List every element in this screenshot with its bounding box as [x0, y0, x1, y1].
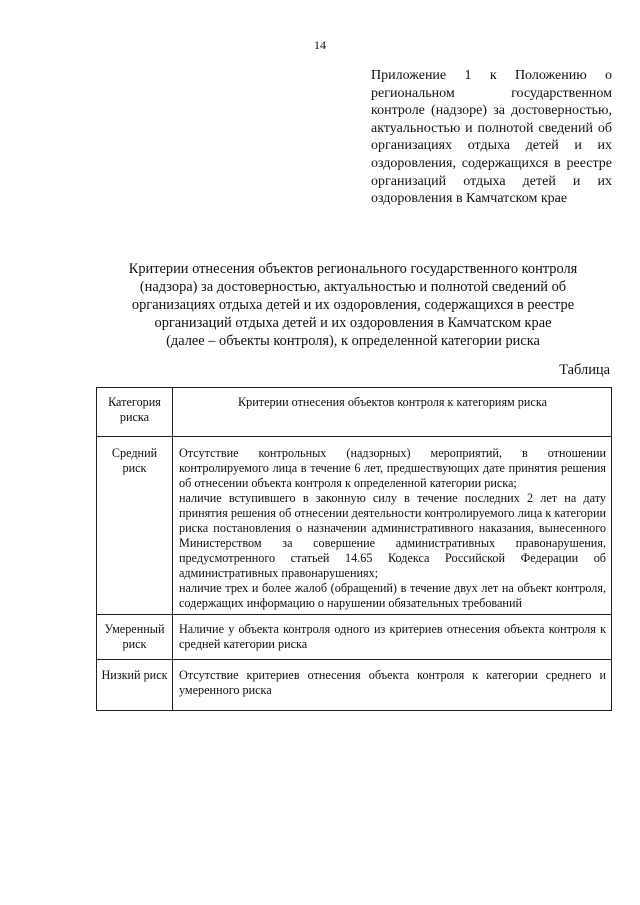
- document-title: [96, 260, 610, 350]
- title-line: организациях отдыха детей и их оздоровления, содержащихся в реестре: [131, 297, 575, 313]
- table-row: [97, 660, 612, 711]
- header-category: Категория риска: [97, 388, 173, 437]
- title-line: организаций отдыха детей и их оздоровления в Камчатском крае: [154, 315, 552, 331]
- criteria-cell: [173, 615, 612, 660]
- criteria-cell: [173, 660, 612, 711]
- criterion-text: Наличие у объекта контроля одного из критериев отнесения объекта контроля к средней категории риска: [179, 622, 606, 651]
- page-number: 14: [314, 38, 326, 52]
- risk-category-cell: Умеренный риск: [97, 615, 173, 660]
- criterion-text: наличие трех и более жалоб (обращений) в течение двух лет на объект контроля, содержащих информацию о нарушении обязательных требований: [179, 581, 606, 610]
- title-line: (надзора) за достоверностью, актуальностью и полнотой сведений об: [139, 279, 567, 295]
- table-label: Таблица: [559, 362, 610, 378]
- risk-category-cell: Низкий риск: [97, 660, 173, 711]
- appendix-note: Приложение 1 к Положению о региональном государственном контроле (надзоре) за достоверностью, актуальностью и полнотой сведений об организациях отдыха детей и их оздоровления, содержащихся в реестре организаций отдыха детей и их оздоровления в Камчатском крае: [371, 68, 612, 207]
- risk-category-cell: Средний риск: [97, 437, 173, 615]
- table-row: [97, 615, 612, 660]
- title-line: (далее – объекты контроля), к определенной категории риска: [166, 333, 540, 349]
- table-header-row: [97, 388, 612, 437]
- risk-criteria-table: [96, 387, 612, 711]
- criterion-text: Отсутствие критериев отнесения объекта контроля к категории среднего и умеренного риска: [179, 668, 606, 697]
- header-criteria: Критерии отнесения объектов контроля к категориям риска: [173, 388, 612, 437]
- criteria-cell: [173, 437, 612, 615]
- title-line: Критерии отнесения объектов регионального государственного контроля: [128, 261, 578, 277]
- criterion-text: наличие вступившего в законную силу в течение последних 2 лет на дату принятия решения об отнесении деятельности контролируемого лица к категории риска постановления о назначении административного наказания, вынесенного Министерством за совершение административных правонарушения, предусмотренного статьей 14.65 Кодекса Российской Федерации об административных правонарушениях;: [179, 491, 606, 580]
- table-row: [97, 437, 612, 615]
- criterion-text: Отсутствие контрольных (надзорных) мероприятий, в отношении контролируемого лица в течение 6 лет, предшествующих дате принятия решения об отнесении объекта контроля к определенной категории риска;: [179, 446, 606, 490]
